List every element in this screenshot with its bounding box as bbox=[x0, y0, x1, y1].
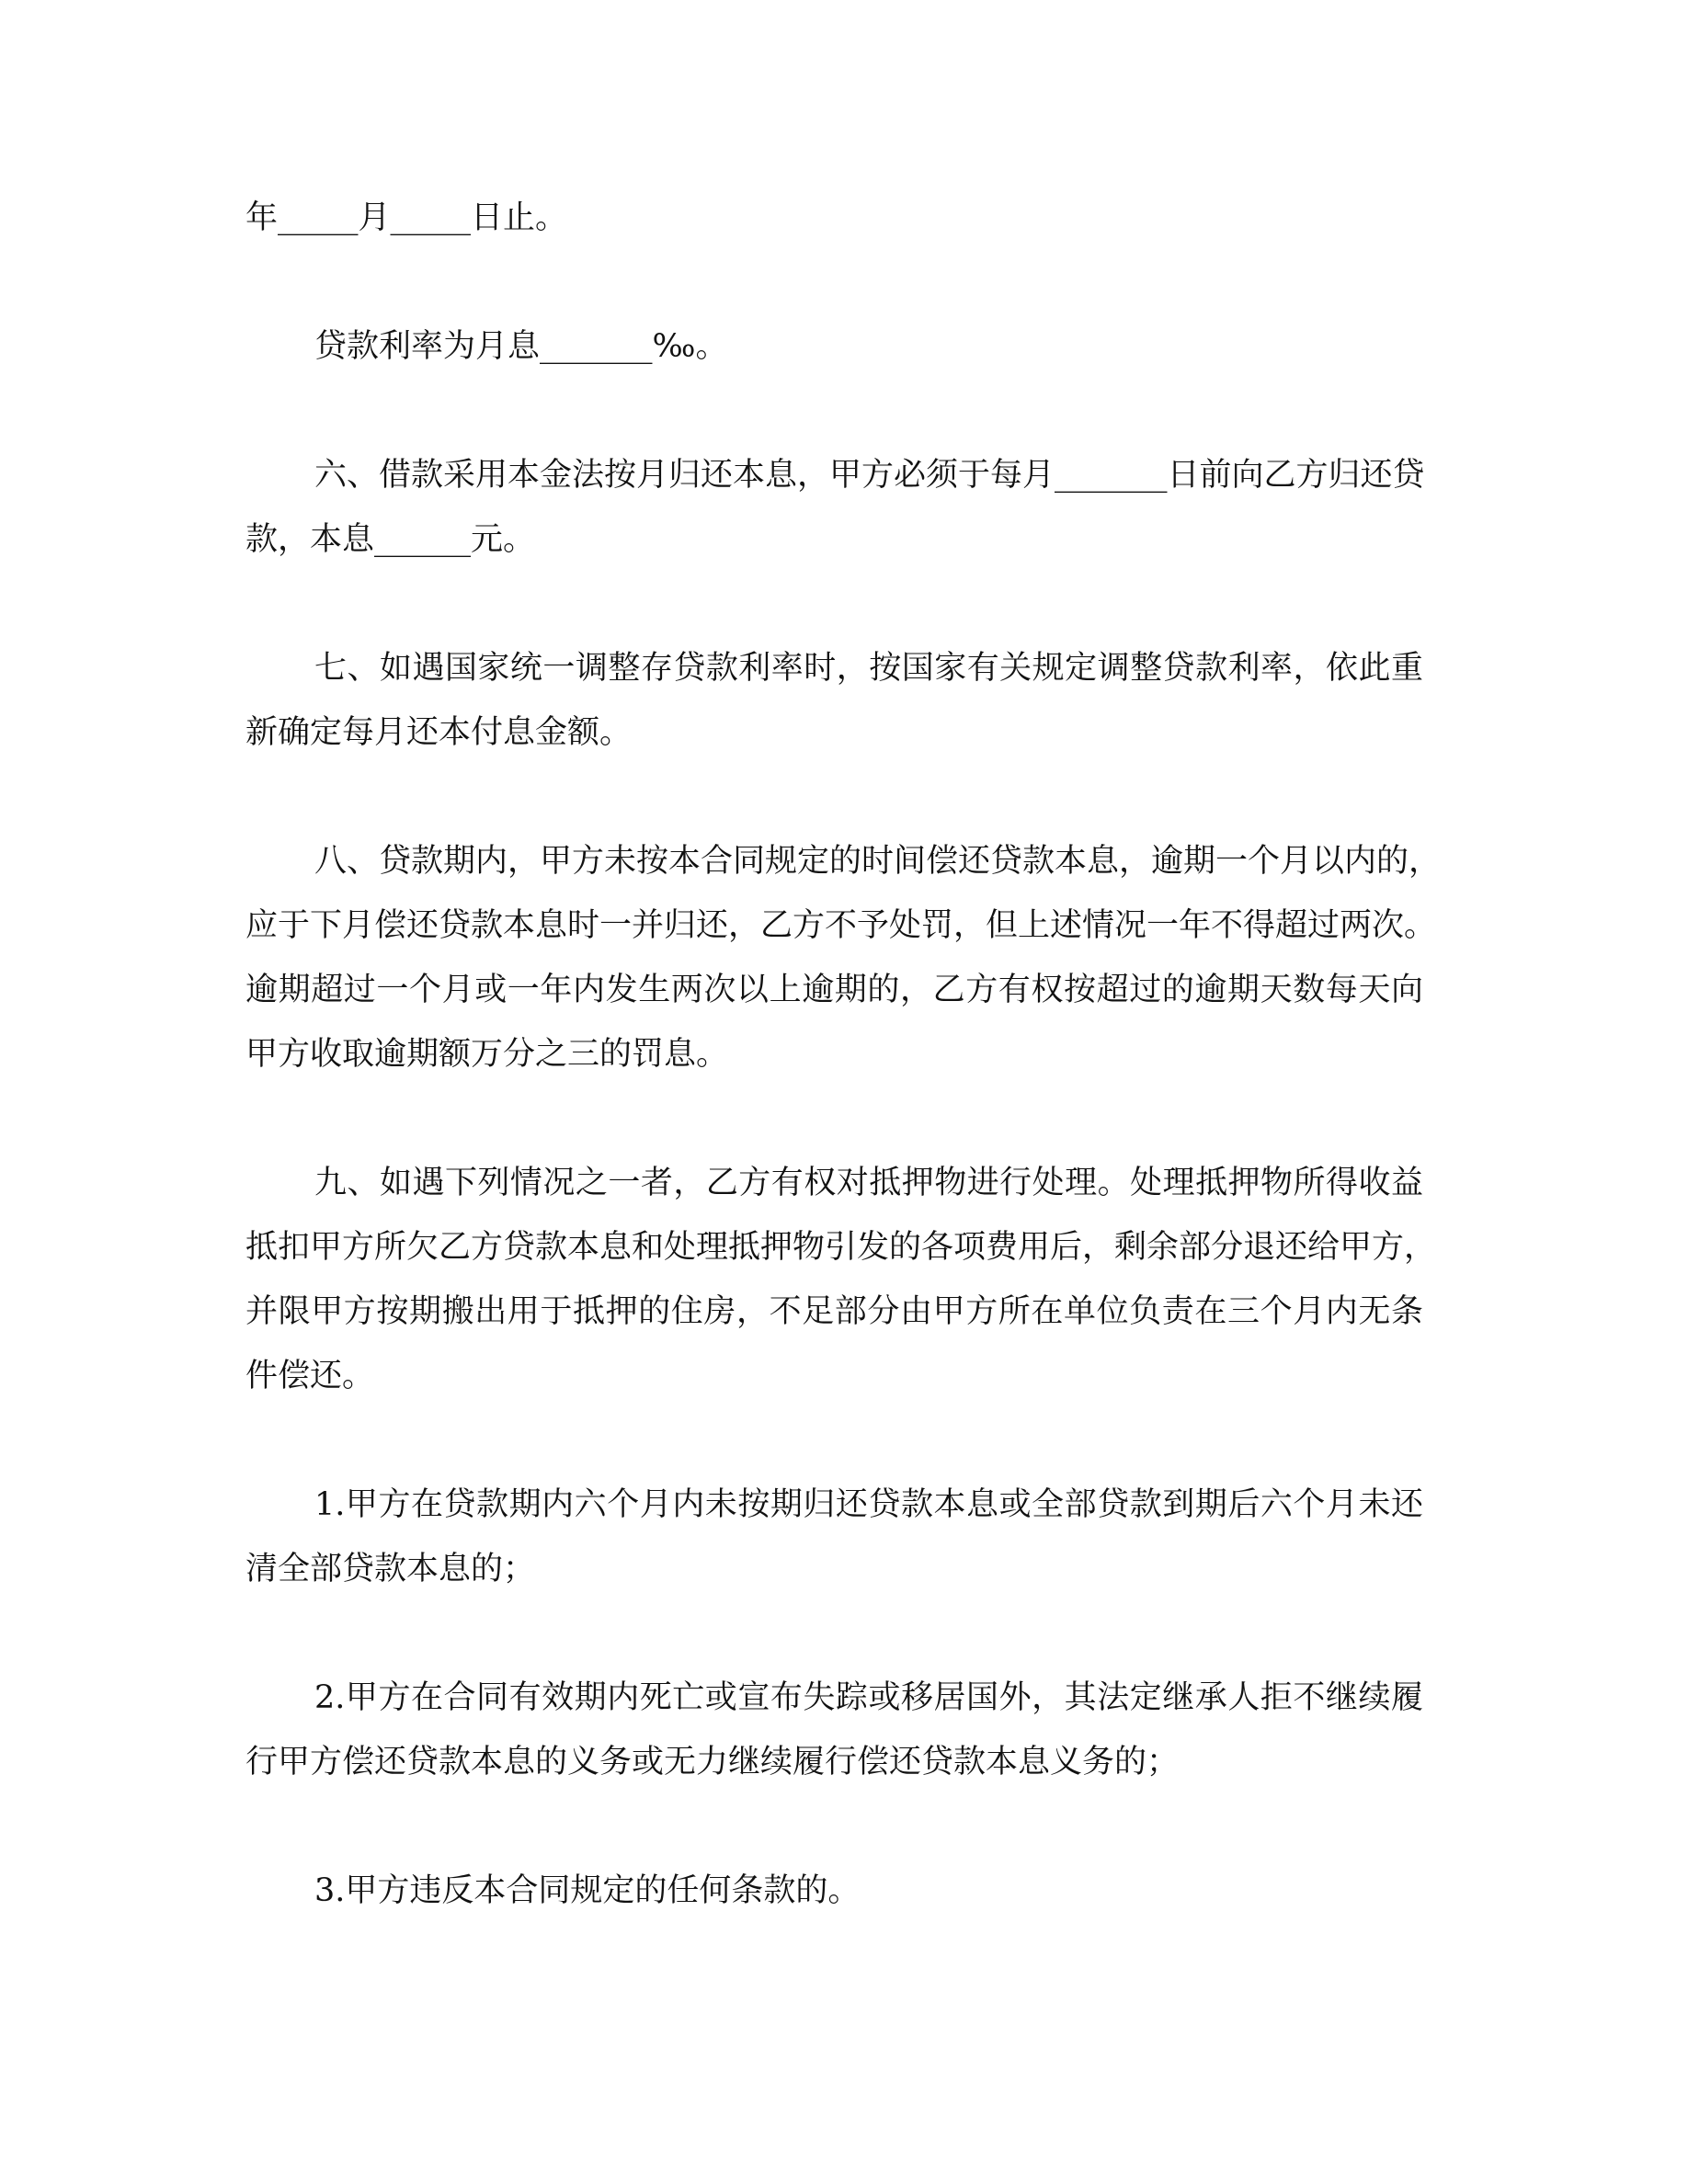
text-line: 并限甲方按期搬出用于抵押的住房，不足部分由甲方所在单位负责在三个月内无条 bbox=[245, 1293, 1423, 1330]
text-line: 2.甲方在合同有效期内死亡或宣布失踪或移居国外，其法定继承人拒不继续履 bbox=[314, 1679, 1423, 1716]
text-line: 清全部贷款本息的； bbox=[245, 1551, 536, 1587]
text-line: 甲方收取逾期额万分之三的罚息。 bbox=[245, 1036, 729, 1073]
paragraph bbox=[245, 1473, 1423, 1601]
text-line: 六、借款采用本金法按月归还本息，甲方必须于每月_______日前向乙方归还贷 bbox=[314, 457, 1425, 494]
text-line: 款，本息______元。 bbox=[245, 521, 536, 558]
text-line: 七、如遇国家统一调整存贷款利率时，按国家有关规定调整贷款利率，依此重 bbox=[314, 650, 1423, 687]
paragraph bbox=[245, 1151, 1437, 1408]
paragraph bbox=[245, 314, 1423, 379]
paragraph bbox=[245, 443, 1423, 572]
text-line: 九、如遇下列情况之一者，乙方有权对抵押物进行处理。处理抵押物所得收益 bbox=[314, 1165, 1423, 1201]
text-line: 抵扣甲方所欠乙方贷款本息和处理抵押物引发的各项费用后，剩余部分退还给甲方， bbox=[245, 1229, 1437, 1266]
text-line: 3.甲方违反本合同规定的任何条款的。 bbox=[314, 1872, 861, 1909]
text-line: 应于下月偿还贷款本息时一并归还，乙方不予处罚，但上述情况一年不得超过两次。 bbox=[245, 907, 1437, 944]
text-line: 逾期超过一个月或一年内发生两次以上逾期的，乙方有权按超过的逾期天数每天向 bbox=[245, 972, 1423, 1008]
text-line: 年_____月_____日止。 bbox=[245, 199, 568, 236]
paragraph bbox=[245, 186, 1423, 250]
paragraph bbox=[245, 1666, 1423, 1794]
paragraph bbox=[245, 1859, 1423, 1923]
paragraph bbox=[245, 636, 1423, 765]
text-line: 1.甲方在贷款期内六个月内未按期归还贷款本息或全部贷款到期后六个月未还 bbox=[314, 1486, 1423, 1523]
text-line: 件偿还。 bbox=[245, 1358, 375, 1394]
document-body bbox=[245, 186, 1442, 1987]
text-line: 行甲方偿还贷款本息的义务或无力继续履行偿还贷款本息义务的； bbox=[245, 1744, 1180, 1780]
paragraph bbox=[245, 829, 1442, 1086]
text-line: 贷款利率为月息_______‰。 bbox=[314, 328, 728, 365]
text-line: 新确定每月还本付息金额。 bbox=[245, 714, 633, 751]
text-line: 八、贷款期内，甲方未按本合同规定的时间偿还贷款本息，逾期一个月以内的， bbox=[314, 843, 1442, 880]
